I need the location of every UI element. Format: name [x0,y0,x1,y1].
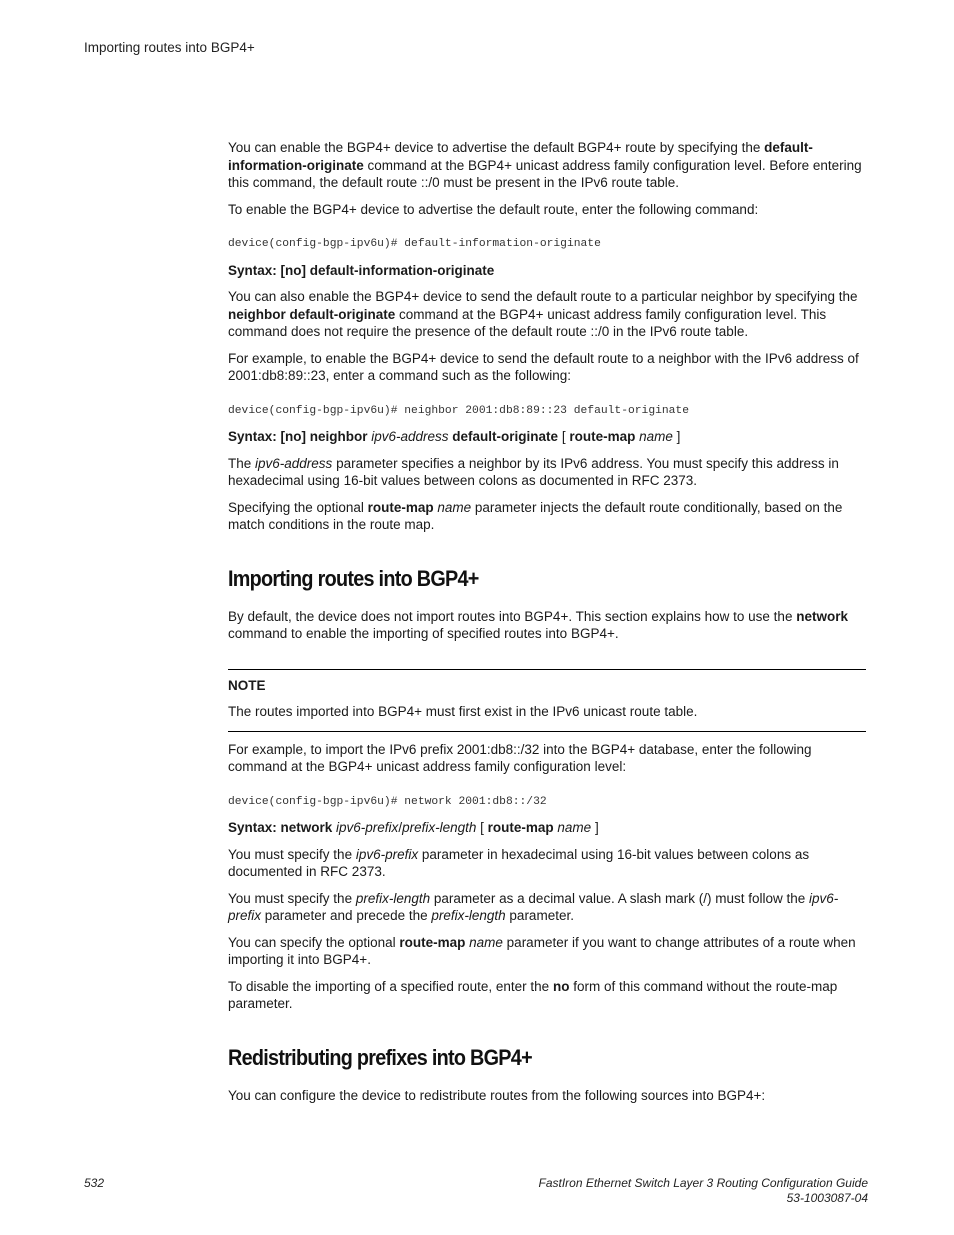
paragraph: The ipv6-address parameter specifies a neighbor by its IPv6 address. You must specify this address in hexadecimal using 16-bit values between colons as documented in RFC 2373. [228,455,839,488]
code-example: device(config-bgp-ipv6u)# network 2001:db8::/32 [228,795,547,808]
paragraph: Specifying the optional route-map name parameter injects the default route conditionally, based on the match conditions in the route map. [228,499,843,532]
paragraph: You can configure the device to redistribute routes from the following sources into BGP4+: [228,1087,766,1103]
code-example: device(config-bgp-ipv6u)# default-information-originate [228,238,601,250]
syntax-line: Syntax: [no] neighbor ipv6-address default-originate [ route-map name ] [228,429,681,444]
section-heading-importing-routes: Importing routes into BGP4+ [228,565,479,591]
paragraph: You can also enable the BGP4+ device to send the default route to a particular neighbor by specifying the neighbor default-originate command at the BGP4+ unicast address family configuration level. This command does not require the presence of the default route ::/0 in the IPv6 route table. [228,289,858,339]
footer-doc-number: 53-1003087-04 [786,1191,868,1205]
paragraph: You must specify the prefix-length parameter as a decimal value. A slash mark (/) must follow the ipv6-prefix parameter and precede the prefix-length parameter. [228,890,839,923]
paragraph: You must specify the ipv6-prefix parameter in hexadecimal using 16-bit values between colons as documented in RFC 2373. [228,846,810,879]
paragraph: For example, to import the IPv6 prefix 2001:db8::/32 into the BGP4+ database, enter the following command at the BGP4+ unicast address family configuration level: [228,741,812,774]
syntax-line: Syntax: network ipv6-prefix/prefix-length [ route-map name ] [228,820,599,835]
paragraph: To disable the importing of a specified route, enter the no form of this command without the route-map parameter. [228,978,838,1011]
paragraph: You can specify the optional route-map name parameter if you want to change attributes of a route when importing it into BGP4+. [228,934,856,967]
note-box [228,669,866,732]
syntax-line: Syntax: [no] default-information-originate [228,262,495,278]
page-content [228,139,868,1113]
paragraph: To enable the BGP4+ device to advertise the default route, enter the following command: [228,201,759,217]
paragraph: By default, the device does not import routes into BGP4+. This section explains how to use the network command to enable the importing of specified routes into BGP4+. [228,608,848,641]
footer-doc-title: FastIron Ethernet Switch Layer 3 Routing Configuration Guide [538,1176,868,1190]
note-title: NOTE [228,677,266,693]
note-text: The routes imported into BGP4+ must first exist in the IPv6 unicast route table. [228,704,698,719]
page-number: 532 [84,1176,105,1190]
footer-doc-info [538,1176,868,1206]
section-heading-redistributing-prefixes: Redistributing prefixes into BGP4+ [228,1044,532,1070]
paragraph: For example, to enable the BGP4+ device to send the default route to a neighbor with the IPv6 address of 2001:db8:89::23, enter a command such as the following: [228,350,859,383]
running-header: Importing routes into BGP4+ [84,40,255,55]
code-example: device(config-bgp-ipv6u)# neighbor 2001:db8:89::23 default-originate [228,404,689,417]
paragraph: You can enable the BGP4+ device to advertise the default BGP4+ route by specifying the default-information-originate command at the BGP4+ unicast address family configuration level. Before entering this command, the default route ::/0 must be present in the IPv6 route table. [228,140,862,190]
